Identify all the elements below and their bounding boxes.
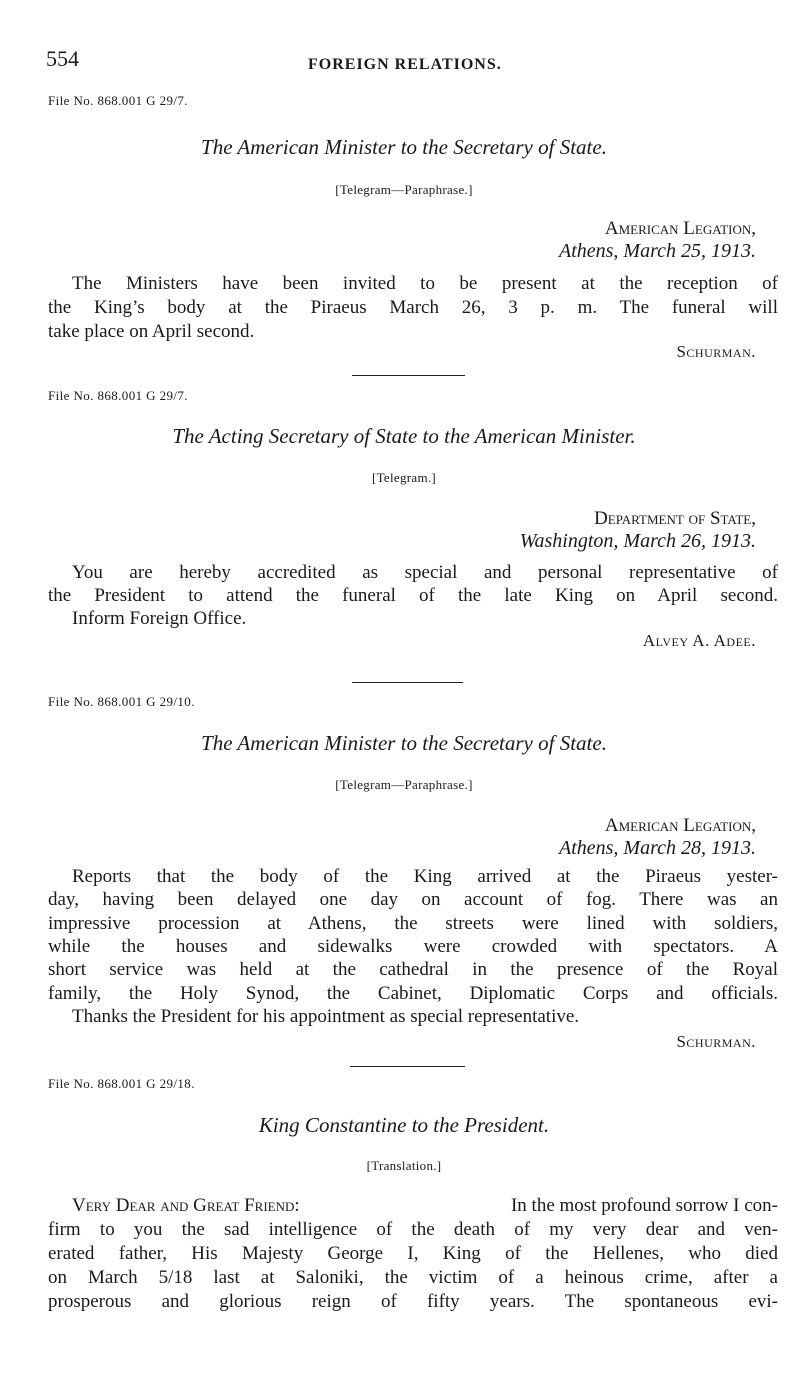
body-line-text: In the most profound sorrow I con- — [510, 1195, 778, 1216]
date-line: Athens, March 28, 1913. — [558, 837, 756, 859]
body-line — [72, 1195, 778, 1217]
place-line: American Legation, — [604, 815, 756, 836]
body-line: family, the Holy Synod, the Cabinet, Diplomatic Corps and officials. — [48, 983, 778, 1004]
body-line: prosperous and glorious reign of fifty years. The spontaneous evi- — [48, 1291, 778, 1312]
date-line: Athens, March 25, 1913. — [558, 240, 756, 262]
body-line: short service was held at the cathedral in the presence of the Royal — [48, 959, 778, 980]
running-head: FOREIGN RELATIONS. — [308, 56, 502, 73]
document-title: The American Minister to the Secretary of State. — [201, 731, 607, 755]
body-line: the King’s body at the Piraeus March 26, 3 p. m. The funeral will — [48, 297, 778, 318]
file-number: File No. 868.001 G 29/18. — [48, 1076, 195, 1091]
place-line: Department of State, — [594, 508, 756, 529]
body-line: on March 5/18 last at Saloniki, the victim of a heinous crime, after a — [48, 1267, 778, 1288]
file-number: File No. 868.001 G 29/7. — [48, 388, 188, 403]
body-line: the President to attend the funeral of the late King on April second. — [48, 585, 778, 606]
section-divider — [352, 682, 463, 683]
telegram-note: [Telegram—Paraphrase.] — [335, 182, 473, 197]
place-line: American Legation, — [604, 218, 756, 239]
page-number: 554 — [46, 46, 79, 71]
body-line: while the houses and sidewalks were crowded with spectators. A — [48, 936, 778, 957]
body-line: Thanks the President for his appointment as special representative. — [72, 1006, 580, 1027]
document-title: The Acting Secretary of State to the American Minister. — [172, 424, 636, 448]
translation-note: [Translation.] — [366, 1158, 442, 1173]
body-line: The Ministers have been invited to be present at the reception of — [72, 273, 778, 294]
page-header — [46, 46, 746, 76]
body-line: erated father, His Majesty George I, King of the Hellenes, who died — [48, 1243, 778, 1264]
body-line: impressive procession at Athens, the streets were lined with soldiers, — [48, 913, 778, 934]
file-number: File No. 868.001 G 29/7. — [48, 93, 188, 108]
body-line: You are hereby accredited as special and personal representative of — [72, 562, 778, 583]
signature: Alvey A. Adee. — [642, 631, 756, 650]
telegram-note: [Telegram.] — [371, 470, 437, 485]
signature: Schurman. — [676, 1032, 756, 1051]
body-line: firm to you the sad intelligence of the death of my very dear and ven- — [48, 1219, 778, 1240]
body-line: day, having been delayed one day on account of fog. There was an — [48, 889, 778, 910]
section-divider — [352, 375, 465, 376]
body-line: Reports that the body of the King arrived at the Piraeus yester- — [72, 866, 778, 887]
document-title: King Constantine to the President. — [258, 1113, 550, 1137]
date-line: Washington, March 26, 1913. — [519, 530, 756, 552]
section-divider — [350, 1066, 465, 1067]
signature: Schurman. — [676, 342, 756, 361]
body-line: Inform Foreign Office. — [72, 608, 247, 629]
file-number: File No. 868.001 G 29/10. — [48, 694, 195, 709]
telegram-note: [Telegram—Paraphrase.] — [335, 777, 473, 792]
body-line: take place on April second. — [48, 321, 255, 342]
document-title: The American Minister to the Secretary of State. — [201, 135, 607, 159]
salutation: Very Dear and Great Friend: — [72, 1195, 300, 1216]
